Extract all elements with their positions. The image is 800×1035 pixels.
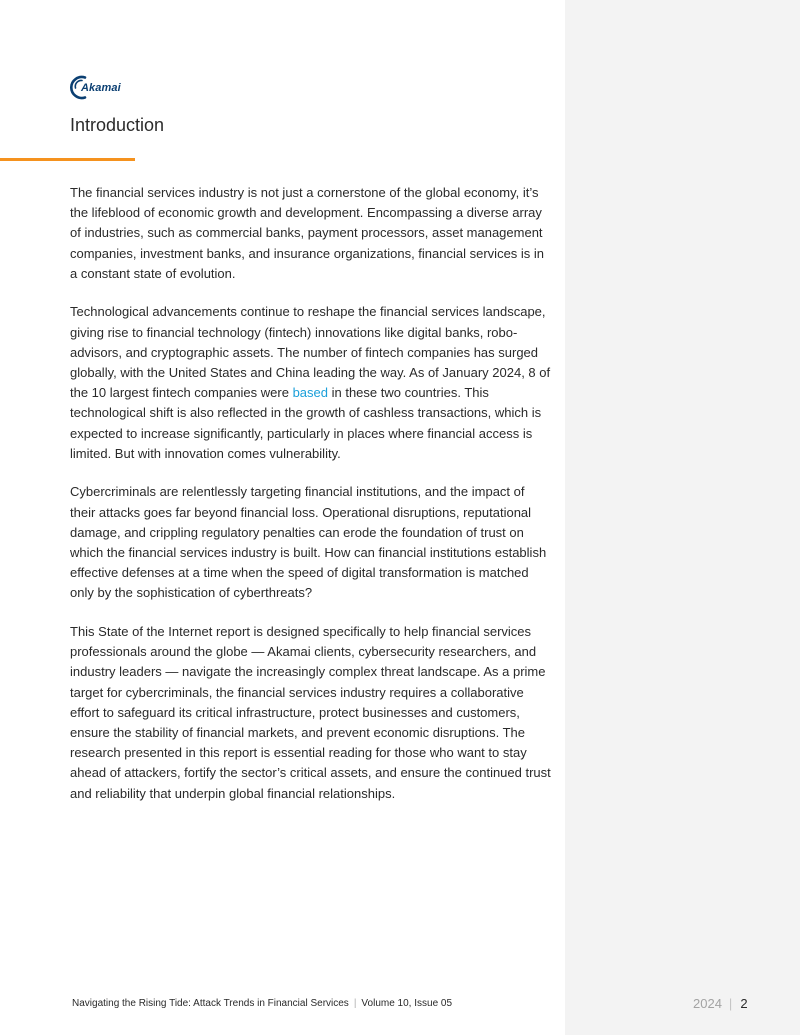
page-number: 2	[740, 996, 748, 1011]
footer-year: 2024	[693, 996, 722, 1011]
body-text	[70, 183, 552, 822]
paragraph-3: Cybercriminals are relentlessly targeting financial institutions, and the impact of their attacks goes far beyond financial loss. Operational disruptions, reputational damage, and crippling regulatory penalties can erode the foundation of trust on which the financial services industry is built. How can financial institutions establish effective defenses at a time when the speed of digital transformation is matched only by the sophistication of cyberthreats?	[70, 484, 547, 601]
footer-separator: |	[353, 998, 357, 1009]
paragraph-4: This State of the Internet report is designed specifically to help financial services professionals around the globe — Akamai clients, cybersecurity researchers, and industry leaders — navigate the increasingly complex threat landscape. As a prime target for cybercriminals, the financial services industry requires a collaborative effort to safeguard its critical infrastructure, protect businesses and customers, ensure the stability of financial markets, and prevent economic disruptions. The research presented in this report is essential reading for those who want to stay ahead of attackers, fortify the sector’s critical assets, and ensure the continued trust and reliability that underpin global financial relationships.	[70, 624, 551, 801]
footer-page-info	[693, 995, 748, 1013]
paragraph-2	[70, 302, 552, 464]
akamai-logo[interactable]	[70, 74, 130, 100]
right-sidebar-panel	[565, 0, 800, 1035]
footer-report-info	[72, 997, 452, 1011]
paragraph-2-text-before: Technological advancements continue to reshape the financial services landscape, giving rise to financial technology (fintech) innovations like digital banks, robo-advisors, and cryptographic assets. The number of fintech companies has surged globally, with the United States and China leading the way. As of January 2024, 8 of the 10 largest fintech companies were	[70, 304, 551, 401]
footer-report-title: Navigating the Rising Tide: Attack Trends in Financial Services	[72, 998, 349, 1009]
based-link[interactable]: based	[292, 385, 328, 401]
paragraph-2-text-after: in these two countries. This technological shift is also reflected in the growth of cashless transactions, which is expected to increase significantly, particularly in places where financial access is limited. But with innovation comes vulnerability.	[70, 385, 542, 461]
footer-page-separator: |	[728, 996, 733, 1011]
footer-volume: Volume 10, Issue 05	[361, 998, 453, 1009]
paragraph-1: The financial services industry is not just a cornerstone of the global economy, it’s the lifeblood of economic growth and development. Encompassing a diverse array of industries, such as commercial banks, payment processors, asset management companies, investment banks, and insurance organizations, financial services is in a constant state of evolution.	[70, 185, 545, 281]
page-title: Introduction	[70, 115, 165, 135]
logo-wordmark: Akamai	[81, 82, 121, 94]
title-accent-rule	[0, 158, 135, 161]
